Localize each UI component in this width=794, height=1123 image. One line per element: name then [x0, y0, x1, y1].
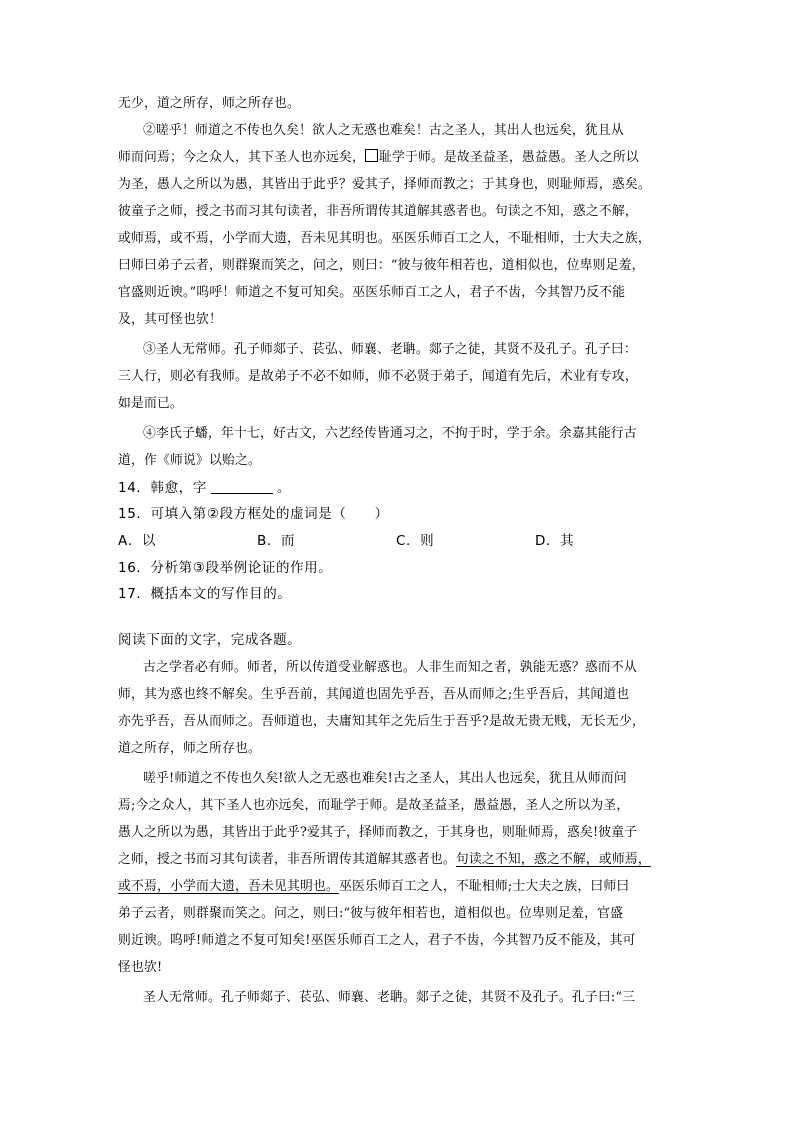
answer-blank[interactable]: [211, 479, 273, 494]
option-c[interactable]: C．则: [396, 533, 435, 549]
section2-p2-line: 弟子云者，则群聚而笑之。问之，则曰:“彼与彼年相若也，道相似也。位卑则足羞，官盛: [118, 906, 624, 921]
section2-p2-line: 焉;今之众人，其下圣人也亦远矣，而耻学于师。是故圣益圣，愚益愚，圣人之所以为圣，: [118, 798, 630, 813]
passage1-p2-line: 或师焉，或不焉，小学而大遗，吾未见其明也。巫医乐师百工之人，不耻相师，士大夫之族，: [118, 231, 651, 246]
question-15: 15．可填入第②段方框处的虚词是（ ）: [118, 506, 389, 522]
passage1-p2-text: 师而问焉；今之众人，其下圣人也亦远矣，: [118, 150, 365, 165]
question-14-end: 。: [276, 480, 291, 496]
section2-p2-line: [118, 850, 651, 870]
section2-p2-line: [118, 877, 629, 897]
passage1-line: 无少，道之所存，师之所存也。: [118, 96, 300, 111]
passage1-p3-line: 如是而已。: [118, 396, 183, 411]
option-b[interactable]: B．而: [257, 533, 296, 549]
question-17: 17．概括本文的写作目的。: [118, 586, 292, 602]
section2-p1-line: 亦先乎吾，吾从而师之。吾师道也，夫庸知其年之先后生于吾乎?是故无贵无贱，无长无少，: [118, 714, 645, 729]
passage1-p2-line: 彼童子之师，授之书而习其句读者，非吾所谓传其道解其惑者也。句读之不知，惑之不解，: [118, 204, 638, 219]
option-d[interactable]: D．其: [535, 533, 575, 549]
section2-p3-line: 圣人无常师。孔子师郯子、苌弘、师襄、老聃。郯子之徒，其贤不及孔子。孔子曰:“三: [143, 990, 636, 1005]
question-14: [118, 478, 291, 498]
section2-p1-line: 古之学者必有师。师者，所以传道受业解惑也。人非生而知之者，孰能无惑？惑而不从: [143, 660, 637, 675]
section2-p1-line: 师，其为惑也终不解矣。生乎吾前，其闻道也固先乎吾，吾从而师之;生乎吾后，其闻道也: [118, 687, 630, 702]
underlined-sentence: 句读之不知，惑之不解，或师焉，: [455, 852, 651, 867]
passage1-p2-line: [118, 148, 639, 168]
passage1-p2-line: 曰师曰弟子云者，则群聚而笑之，问之，则曰：“彼与彼年相若也，道相似也，位卑则足羞，: [118, 258, 645, 273]
passage1-p4-line: ④李氏子蟠，年十七，好古文，六艺经传皆通习之，不拘于时，学于余。余嘉其能行古: [143, 426, 637, 441]
answer-box-icon: [365, 149, 378, 162]
passage1-p2-line: ②嗟乎！师道之不传也久矣！欲人之无惑也难矣！古之圣人，其出人也远矣，犹且从: [143, 123, 624, 138]
question-15-options: [118, 531, 574, 551]
passage1-p3-line: ③圣人无常师。孔子师郯子、苌弘、师襄、老聃。郯子之徒，其贤不及孔子。孔子曰：: [143, 342, 637, 357]
underlined-sentence: 或不焉，小学而大遗，吾未见其明也。: [118, 879, 339, 894]
question-14-text: 14．韩愈，字: [118, 480, 207, 496]
section2-p2-line: 则近谀。呜呼!师道之不复可知矣!巫医乐师百工之人，君子不齿，今其智乃反不能及，其可: [118, 933, 636, 948]
section2-p1-line: 道之所存，师之所存也。: [118, 741, 261, 756]
option-a[interactable]: A．以: [118, 533, 157, 549]
passage1-p2-line: 及，其可怪也欤！: [118, 312, 222, 327]
passage1-p2-line: 官盛则近谀。”呜呼！师道之不复可知矣。巫医乐师百工之人，君子不齿，今其智乃反不能: [118, 285, 626, 300]
section2-p2-line: 怪也欤!: [118, 960, 163, 975]
section2-instruction: 阅读下面的文字，完成各题。: [118, 632, 302, 648]
passage1-p2-text: 耻学于师。是故圣益圣，愚益愚。圣人之所以: [378, 150, 639, 165]
section2-p2-text: 之师，授之书而习其句读者，非吾所谓传其道解其惑者也。: [118, 852, 456, 867]
passage1-p4-line: 道，作《师说》以贻之。: [118, 453, 261, 468]
section2-p2-line: 愚人之所以为愚，其皆出于此乎?爱其子，择师而教之，于其身也，则耻师焉，惑矣!彼童子: [118, 825, 638, 840]
question-16: 16．分析第③段举例论证的作用。: [118, 560, 333, 576]
passage1-p3-line: 三人行，则必有我师。是故弟子不必不如师，师不必贤于弟子，闻道有先后，术业有专攻，: [118, 369, 638, 384]
section2-p2-text: 巫医乐师百工之人，不耻相师;士大夫之族，曰师曰: [338, 879, 630, 894]
section2-p2-line: 嗟乎!师道之不传也久矣!欲人之无惑也难矣!古之圣人，其出人也远矣，犹且从师而问: [143, 771, 627, 786]
passage1-p2-line: 为圣，愚人之所以为愚，其皆出于此乎？爱其子，择师而教之；于其身也，则耻师焉，惑矣。: [118, 177, 651, 192]
